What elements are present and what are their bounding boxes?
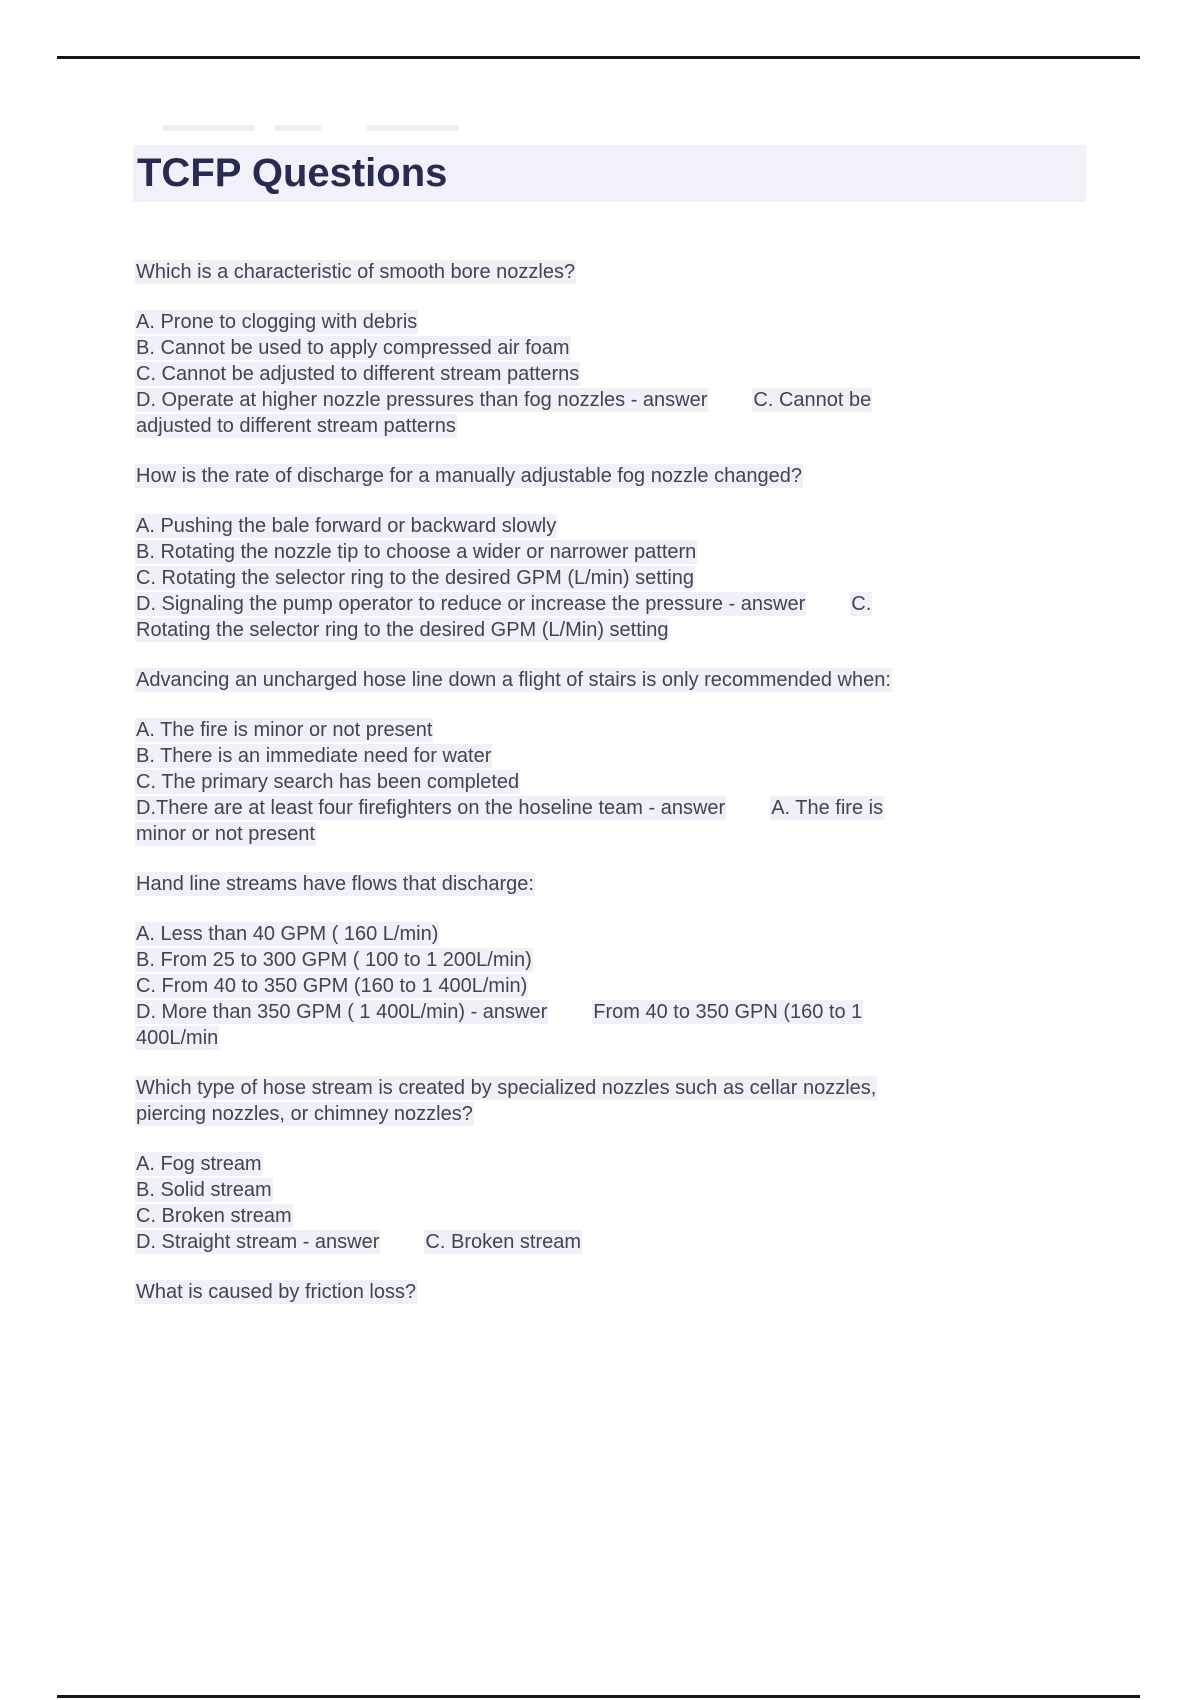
highlighted-text: C. The primary search has been completed <box>136 771 520 793</box>
answer-gap <box>726 813 770 814</box>
text-line <box>135 387 1155 413</box>
highlighted-text: D. Straight stream - answer <box>136 1231 380 1253</box>
page-corner-artifact <box>0 0 16 16</box>
text-line <box>135 335 1155 361</box>
text-line <box>135 667 1155 693</box>
highlighted-text: B. Cannot be used to apply compressed air foam <box>136 337 570 359</box>
text-line <box>135 921 1155 947</box>
text-line <box>135 617 1155 643</box>
highlighted-text: Advancing an uncharged hose line down a flight of stairs is only recommended when: <box>136 669 891 691</box>
text-line <box>135 539 1155 565</box>
text-line <box>135 591 1155 617</box>
text-line <box>135 1101 1155 1127</box>
text-line <box>135 1279 1155 1305</box>
answer-gap <box>708 405 752 406</box>
text-line <box>135 821 1155 847</box>
text-line <box>135 795 1155 821</box>
text-line <box>135 743 1155 769</box>
highlighted-text: A. Pushing the bale forward or backward slowly <box>136 515 557 537</box>
paragraph <box>135 463 1155 489</box>
highlighted-text: C. From 40 to 350 GPM (160 to 1 400L/min) <box>136 975 528 997</box>
paragraph <box>135 871 1155 897</box>
text-line <box>135 947 1155 973</box>
text-line <box>135 999 1155 1025</box>
text-line <box>135 973 1155 999</box>
highlight-artifact <box>275 125 321 131</box>
text-line <box>135 1203 1155 1229</box>
text-line <box>135 259 1155 285</box>
paragraph <box>135 513 1155 643</box>
highlighted-text: A. Fog stream <box>136 1153 262 1175</box>
highlight-artifact <box>367 125 459 131</box>
paragraph <box>135 1279 1155 1305</box>
highlighted-text: D. Signaling the pump operator to reduce or increase the pressure - answer <box>136 593 806 615</box>
paragraph <box>135 259 1155 285</box>
highlighted-text: C. Cannot be <box>753 389 872 411</box>
highlighted-text: C. Rotating the selector ring to the desired GPM (L/min) setting <box>136 567 695 589</box>
title-highlight-band <box>133 145 1086 202</box>
text-line <box>135 413 1155 439</box>
highlighted-text: minor or not present <box>136 823 315 845</box>
highlighted-text: adjusted to different stream patterns <box>136 415 456 437</box>
paragraph <box>135 667 1155 693</box>
highlighted-text: How is the rate of discharge for a manually adjustable fog nozzle changed? <box>136 465 802 487</box>
highlighted-text: Hand line streams have flows that discharge: <box>136 873 534 895</box>
paragraph <box>135 1151 1155 1255</box>
highlighted-text: From 40 to 350 GPN (160 to 1 <box>593 1001 863 1023</box>
highlighted-text: What is caused by friction loss? <box>136 1281 417 1303</box>
text-line <box>135 1025 1155 1051</box>
answer-gap <box>806 609 850 610</box>
answer-gap <box>380 1247 424 1248</box>
highlighted-text: piercing nozzles, or chimney nozzles? <box>136 1103 473 1125</box>
highlighted-text: D. More than 350 GPM ( 1 400L/min) - answer <box>136 1001 548 1023</box>
document-body <box>135 259 1155 1329</box>
highlighted-text: B. Rotating the nozzle tip to choose a wider or narrower pattern <box>136 541 697 563</box>
highlighted-text: D. Operate at higher nozzle pressures than fog nozzles - answer <box>136 389 708 411</box>
paragraph <box>135 309 1155 439</box>
text-line <box>135 769 1155 795</box>
bottom-rule <box>57 1695 1140 1698</box>
highlighted-text: Rotating the selector ring to the desired GPM (L/Min) setting <box>136 619 669 641</box>
paragraph <box>135 717 1155 847</box>
text-line <box>135 565 1155 591</box>
text-line <box>135 1229 1155 1255</box>
highlight-artifact <box>163 125 255 131</box>
highlighted-text: C. Cannot be adjusted to different stream patterns <box>136 363 580 385</box>
highlighted-text: B. Solid stream <box>136 1179 272 1201</box>
text-line <box>135 309 1155 335</box>
text-line <box>135 513 1155 539</box>
highlighted-text: 400L/min <box>136 1027 219 1049</box>
page-title: TCFP Questions <box>137 151 448 195</box>
highlighted-text: Which type of hose stream is created by specialized nozzles such as cellar nozzles, <box>136 1077 877 1099</box>
text-line <box>135 463 1155 489</box>
highlighted-text: C. Broken stream <box>136 1205 292 1227</box>
paragraph <box>135 921 1155 1051</box>
text-line <box>135 1075 1155 1101</box>
top-rule <box>57 56 1140 59</box>
highlighted-text: Which is a characteristic of smooth bore nozzles? <box>136 261 576 283</box>
text-line <box>135 1177 1155 1203</box>
text-line <box>135 717 1155 743</box>
answer-gap <box>548 1017 592 1018</box>
highlighted-text: D.There are at least four firefighters on the hoseline team - answer <box>136 797 726 819</box>
highlighted-text: A. Prone to clogging with debris <box>136 311 418 333</box>
highlighted-text: B. There is an immediate need for water <box>136 745 492 767</box>
text-line <box>135 871 1155 897</box>
highlighted-text: C. Broken stream <box>425 1231 582 1253</box>
text-line <box>135 1151 1155 1177</box>
highlighted-text: C. <box>851 593 872 615</box>
text-line <box>135 361 1155 387</box>
highlighted-text: B. From 25 to 300 GPM ( 100 to 1 200L/min) <box>136 949 532 971</box>
highlighted-text: A. Less than 40 GPM ( 160 L/min) <box>136 923 439 945</box>
paragraph <box>135 1075 1155 1127</box>
highlighted-text: A. The fire is <box>771 797 884 819</box>
highlighted-text: A. The fire is minor or not present <box>136 719 433 741</box>
